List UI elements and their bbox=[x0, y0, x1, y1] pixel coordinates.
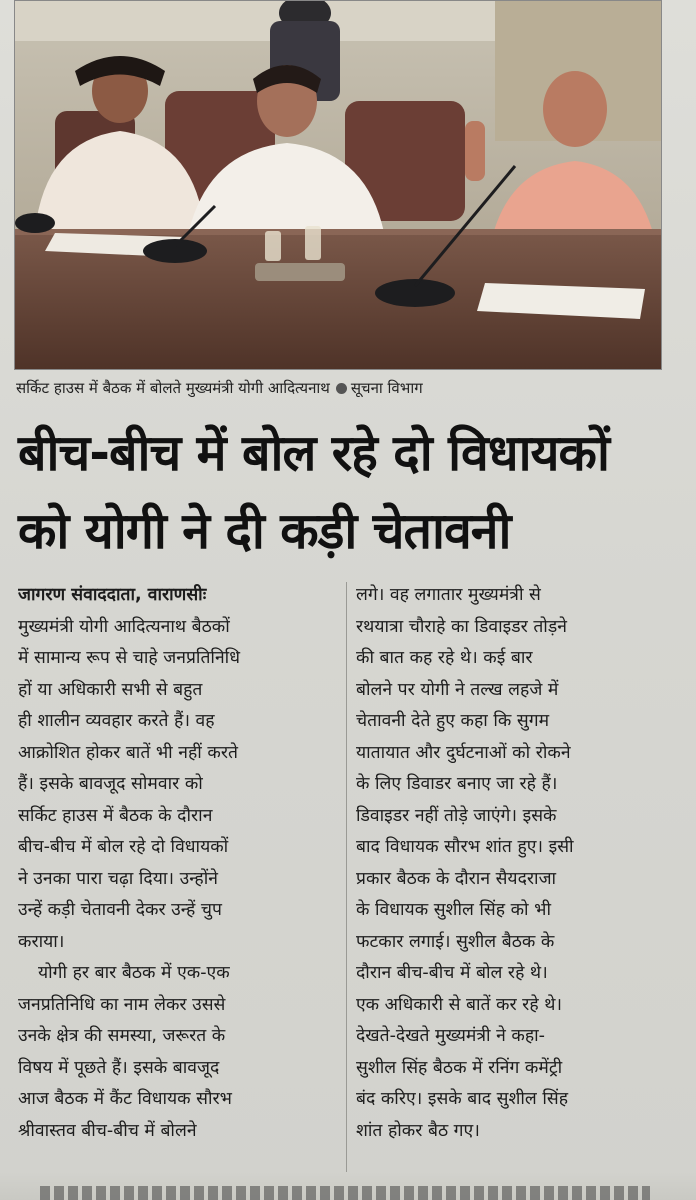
caption-text: सर्किट हाउस में बैठक में बोलते मुख्यमंत्री योगी आदित्यनाथ bbox=[16, 379, 330, 397]
text-line: उनके क्षेत्र की समस्या, जरूरत के bbox=[18, 1026, 226, 1046]
photo-caption bbox=[16, 378, 676, 398]
article-paragraph-2 bbox=[18, 958, 340, 1147]
text-line: जनप्रतिनिधि का नाम लेकर उससे bbox=[18, 994, 226, 1015]
text-line: लगे। वह लगातार मुख्यमंत्री से bbox=[356, 585, 541, 605]
text-line: दौरान बीच-बीच में बोल रहे थे। bbox=[356, 963, 548, 983]
text-line: मुख्यमंत्री योगी आदित्यनाथ बैठकों bbox=[18, 616, 230, 637]
text-line: विषय में पूछते हैं। इसके बावजूद bbox=[18, 1057, 220, 1078]
text-line: बोलने पर योगी ने तल्ख लहजे में bbox=[356, 679, 559, 700]
text-line: बीच-बीच में बोल रहे दो विधायकों bbox=[18, 837, 229, 857]
text-line: सर्किट हाउस में बैठक के दौरान bbox=[18, 805, 213, 826]
text-line: देखते-देखते मुख्यमंत्री ने कहा- bbox=[356, 1026, 545, 1046]
text-line: यातायात और दुर्घटनाओं को रोकने bbox=[356, 742, 571, 763]
cutoff-text-strip bbox=[40, 1186, 650, 1200]
text-line: एक अधिकारी से बातें कर रहे थे। bbox=[356, 994, 563, 1015]
text-line: फटकार लगाई। सुशील बैठक के bbox=[356, 931, 555, 952]
text-line: श्रीवास्तव बीच-बीच में बोलने bbox=[18, 1120, 197, 1141]
text-line: सुशील सिंह बैठक में रनिंग कमेंट्री bbox=[356, 1057, 563, 1078]
text-line: में सामान्य रूप से चाहे जनप्रतिनिधि bbox=[18, 648, 240, 668]
article-column-left bbox=[18, 580, 340, 1147]
text-line: डिवाइडर नहीं तोड़े जाएंगे। इसके bbox=[356, 805, 557, 826]
text-line: कराया। bbox=[18, 931, 65, 952]
caption-credit: सूचना विभाग bbox=[350, 379, 423, 397]
text-line: आक्रोशित होकर बातें भी नहीं करते bbox=[18, 742, 238, 763]
text-line: की बात कह रहे थे। कई बार bbox=[356, 648, 533, 668]
text-line: ही शालीन व्यवहार करते हैं। वह bbox=[18, 711, 215, 731]
meeting-photo bbox=[14, 0, 662, 370]
bullet-icon bbox=[336, 383, 347, 394]
text-line: बाद विधायक सौरभ शांत हुए। इसी bbox=[356, 837, 574, 857]
text-line: आज बैठक में कैंट विधायक सौरभ bbox=[18, 1089, 232, 1109]
headline-line-2: को योगी ने दी कड़ी चेतावनी bbox=[18, 502, 511, 560]
headline-line-1: बीच-बीच में बोल रहे दो विधायकों bbox=[18, 424, 609, 482]
text-line: हों या अधिकारी सभी से बहुत bbox=[18, 679, 203, 700]
text-line: के लिए डिवाडर बनाए जा रहे हैं। bbox=[356, 774, 558, 794]
text-line: प्रकार बैठक के दौरान सैयदराजा bbox=[356, 868, 557, 889]
meeting-photo-icon bbox=[15, 1, 661, 369]
text-line: चेतावनी देते हुए कहा कि सुगम bbox=[356, 711, 550, 731]
text-line: योगी हर बार बैठक में एक-एक bbox=[38, 963, 230, 983]
text-line: बंद करिए। इसके बाद सुशील सिंह bbox=[356, 1089, 569, 1109]
text-line: शांत होकर बैठ गए। bbox=[356, 1120, 480, 1141]
text-line: रथयात्रा चौराहे का डिवाइडर तोड़ने bbox=[356, 616, 567, 637]
article-column-right bbox=[356, 580, 678, 1147]
next-article-cutoff bbox=[0, 1172, 696, 1200]
dateline: जागरण संवाददाता, वाराणसीः bbox=[18, 585, 207, 605]
headline bbox=[18, 414, 678, 570]
text-line: ने उनका पारा चढ़ा दिया। उन्होंने bbox=[18, 868, 218, 889]
article-body-left bbox=[18, 612, 340, 959]
column-divider bbox=[346, 582, 347, 1172]
text-line: उन्हें कड़ी चेतावनी देकर उन्हें चुप bbox=[18, 900, 222, 920]
text-line: के विधायक सुशील सिंह को भी bbox=[356, 900, 551, 920]
text-line: हैं। इसके बावजूद सोमवार को bbox=[18, 774, 203, 794]
article-body-right bbox=[356, 580, 678, 1147]
